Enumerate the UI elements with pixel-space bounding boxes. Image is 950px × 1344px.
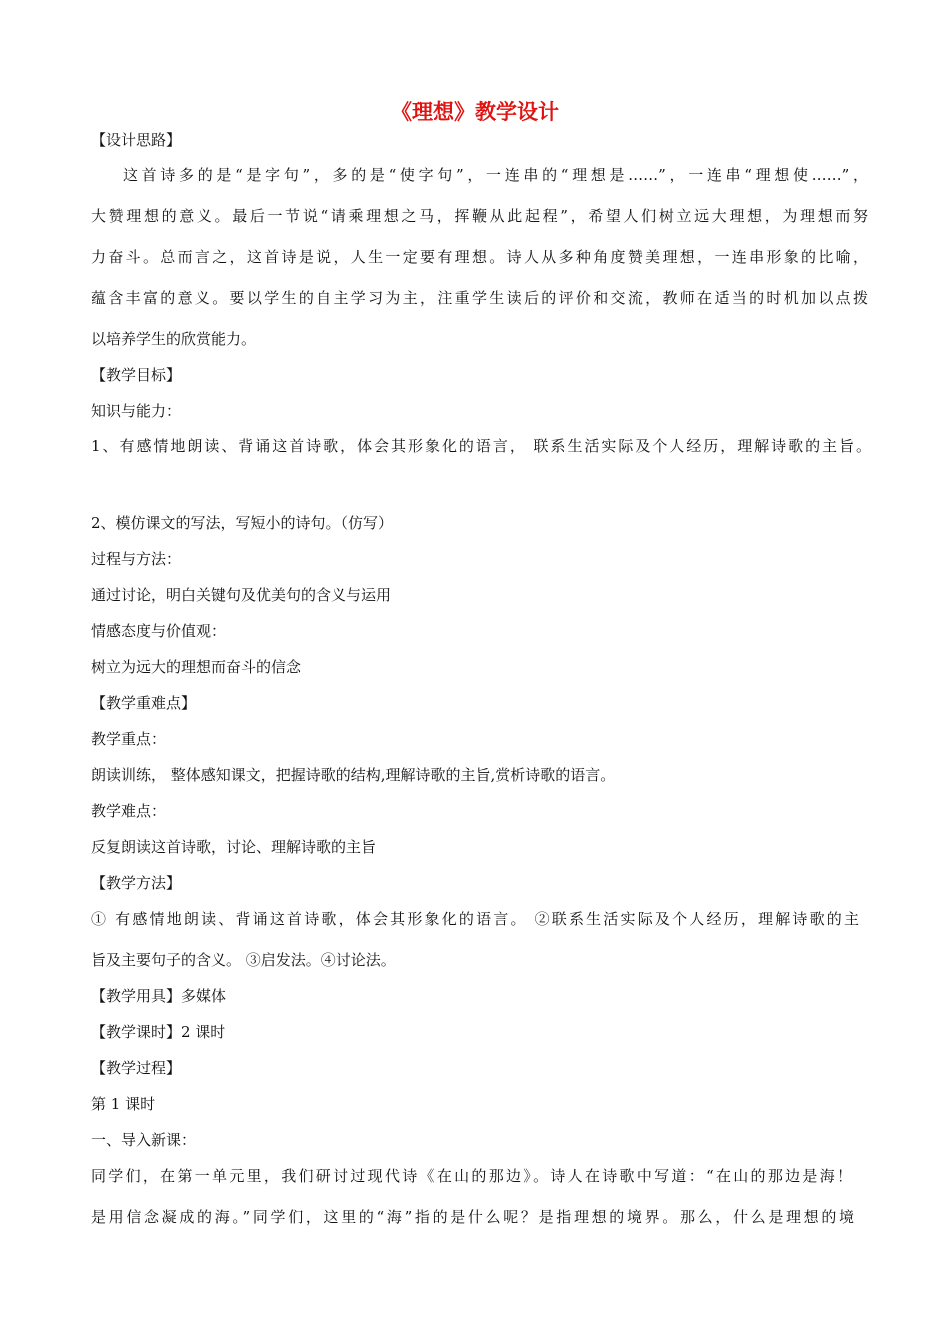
section-heading-teaching-process: 【教学过程】 [91, 1059, 182, 1077]
paragraph-line: 是用信念凝成的海。”同学们，这里的“海”指的是什么呢？是指理想的境界。那么，什么是理想的境 [91, 1208, 854, 1226]
section-heading-class-hours: 【教学课时】2 课时 [91, 1023, 226, 1041]
subheading-difficult-points: 教学难点： [91, 802, 167, 820]
paragraph-line: 朗读训练， 整体感知课文，把握诗歌的结构,理解诗歌的主旨,赏析诗歌的语言。 [91, 766, 616, 784]
paragraph-line: 反复朗读这首诗歌，讨论、理解诗歌的主旨 [91, 838, 377, 856]
subheading-first-lesson: 第 1 课时 [91, 1095, 156, 1113]
paragraph-line: 大赞理想的意义。最后一节说“请乘理想之马，挥鞭从此起程”，希望人们树立远大理想，为理想而努 [91, 207, 868, 225]
list-item: 2、模仿课文的写法，写短小的诗句。（仿写） [91, 514, 394, 532]
list-item: 1、有感情地朗读、背诵这首诗歌，体会其形象化的语言， 联系生活实际及个人经历，理解诗歌的主旨。 [91, 437, 871, 455]
subheading-process-method: 过程与方法： [91, 550, 182, 568]
section-heading-teaching-goals: 【教学目标】 [91, 366, 182, 384]
paragraph-line: 同学们，在第一单元里，我们研讨过现代诗《在山的那边》。诗人在诗歌中写道：“在山的那边是海！ [91, 1167, 852, 1185]
section-heading-teaching-tools: 【教学用具】多媒体 [91, 987, 227, 1005]
subheading-knowledge-ability: 知识与能力： [91, 402, 182, 420]
paragraph-line: 蕴含丰富的意义。要以学生的自主学习为主，注重学生读后的评价和交流，教师在适当的时机加以点拨 [91, 289, 868, 307]
paragraph-line: 通过讨论，明白关键句及优美句的含义与运用 [91, 586, 392, 604]
paragraph-line: 旨及主要句子的含义。 ③启发法。④讨论法。 [91, 951, 396, 969]
paragraph-line: 树立为远大的理想而奋斗的信念 [91, 658, 302, 676]
section-heading-design-idea: 【设计思路】 [91, 131, 182, 149]
paragraph-line: 力奋斗。总而言之，这首诗是说，人生一定要有理想。诗人从多种角度赞美理想，一连串形象的比喻， [91, 248, 868, 266]
subheading-introduction: 一、导入新课： [91, 1131, 197, 1149]
subheading-key-points: 教学重点： [91, 730, 167, 748]
paragraph-line: 以培养学生的欣赏能力。 [91, 330, 257, 348]
paragraph-line: 这首诗多的是“是字句”，多的是“使字句”，一连串的“理想是……”，一连串“理想使……”， [123, 166, 868, 184]
document-title: 《理想》教学设计 [391, 100, 559, 124]
section-heading-key-difficult-points: 【教学重难点】 [91, 694, 197, 712]
subheading-emotion-values: 情感态度与价值观： [91, 622, 227, 640]
section-heading-teaching-methods: 【教学方法】 [91, 874, 182, 892]
paragraph-line: ① 有感情地朗读、背诵这首诗歌，体会其形象化的语言。 ②联系生活实际及个人经历，理解诗歌的主 [91, 910, 859, 928]
